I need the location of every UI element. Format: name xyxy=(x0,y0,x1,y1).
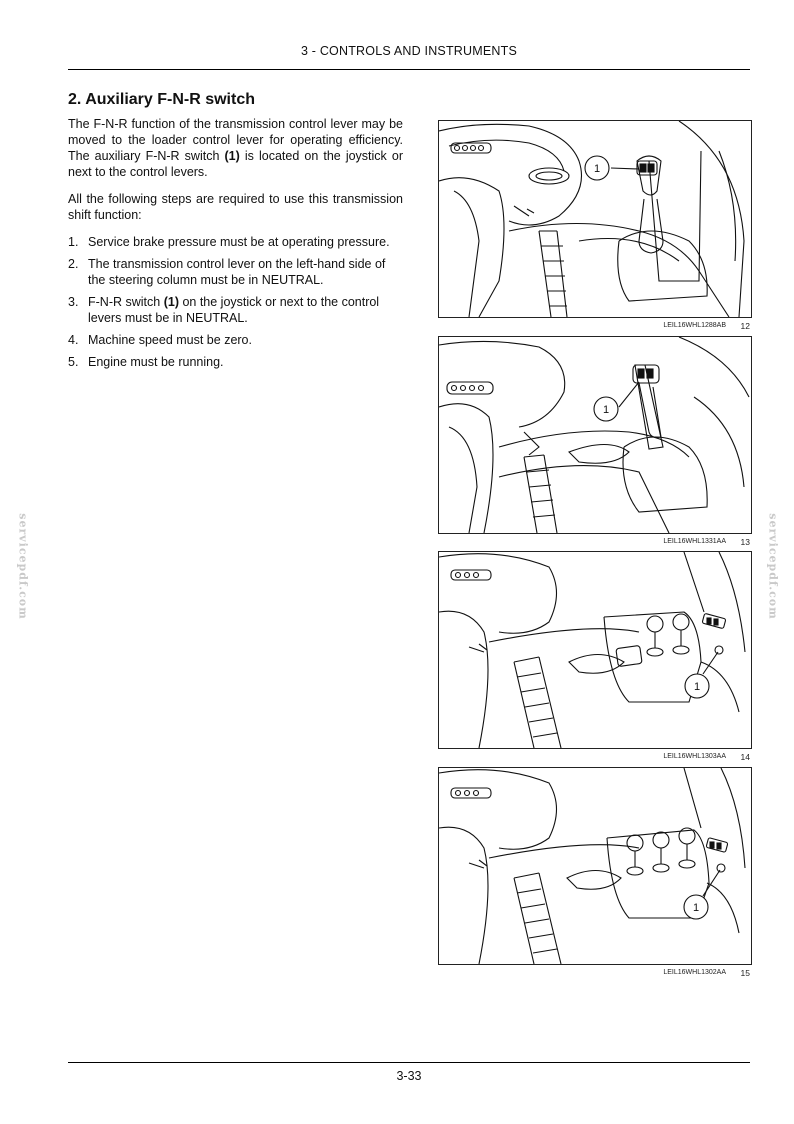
figure-number: 12 xyxy=(740,321,750,331)
figure-13-joystick-illustration xyxy=(438,336,752,534)
chapter-header: 3 - CONTROLS AND INSTRUMENTS xyxy=(300,44,518,58)
step-item xyxy=(68,294,403,326)
step-text: Service brake pressure must be at operating pressure. xyxy=(88,235,390,249)
figure-code: LEIL16WHL1302AA xyxy=(663,969,726,976)
figure-code: LEIL16WHL1288AB xyxy=(663,322,726,329)
figure-12-joystick-illustration xyxy=(438,120,752,318)
step-text: The transmission control lever on the left-hand side of the steering column must be in NEUTRAL. xyxy=(88,257,386,287)
step-text: Engine must be running. xyxy=(88,355,224,369)
step-number: 4. xyxy=(68,333,79,347)
figure-number: 14 xyxy=(740,752,750,762)
figure-14-callout: 1 xyxy=(693,681,701,693)
step-text: F-N-R switch (1) on the joystick or next to the control levers must be in NEUTRAL. xyxy=(88,295,380,325)
figure-code: LEIL16WHL1303AA xyxy=(663,753,726,760)
intro-paragraph-2: All the following steps are required to use this transmission shift function: xyxy=(68,192,403,222)
figure-number: 15 xyxy=(740,968,750,978)
figure-15-control-levers-illustration xyxy=(438,767,752,965)
page-number: 3-33 xyxy=(396,1069,422,1083)
step-number: 1. xyxy=(68,235,79,249)
watermark-left: servicepdf.com xyxy=(16,513,30,620)
section-title: 2. Auxiliary F-N-R switch xyxy=(68,91,255,108)
figure-13-callout: 1 xyxy=(602,404,610,416)
step-number: 2. xyxy=(68,257,79,271)
step-number: 3. xyxy=(68,295,79,309)
figure-code: LEIL16WHL1331AA xyxy=(663,538,726,545)
step-item xyxy=(68,354,403,370)
intro-text: The F-N-R function of the transmission control lever may be moved to the loader control lever for operating efficiency. The auxiliary F-N-R switch xyxy=(68,117,403,163)
figure-15-callout: 1 xyxy=(692,902,700,914)
watermark-right: servicepdf.com xyxy=(766,513,780,620)
step-item xyxy=(68,256,403,288)
steps-list xyxy=(68,234,403,376)
figure-14-control-levers-illustration xyxy=(438,551,752,749)
header-rule xyxy=(68,69,750,70)
step-number: 5. xyxy=(68,355,79,369)
figure-number: 13 xyxy=(740,537,750,547)
step-text: Machine speed must be zero. xyxy=(88,333,252,347)
step-item xyxy=(68,234,403,250)
footer-rule xyxy=(68,1062,750,1063)
intro-paragraph-1 xyxy=(68,116,403,180)
intro-text: is located on the joystick or next to the control levers. xyxy=(68,149,403,179)
figure-12-callout: 1 xyxy=(593,163,601,175)
callout-reference: (1) xyxy=(224,149,240,163)
step-item xyxy=(68,332,403,348)
